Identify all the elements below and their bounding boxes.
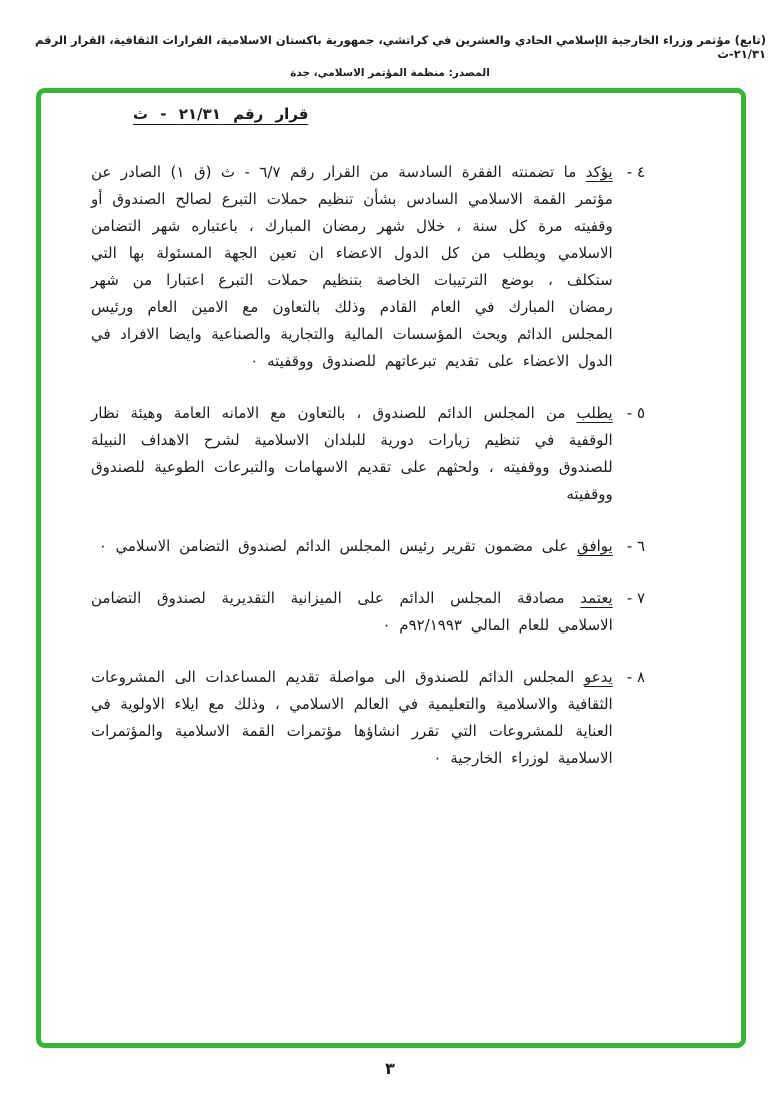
item-text — [91, 585, 613, 639]
item-body: من المجلس الدائم للصندوق ، بالتعاون مع الامانه العامة وهيئة نظار الوقفية في تنظيم زيارات دورية للبلدان الاسلامية لشرح الاهداف النبيلة للصندوق ووقفيته ، ولحثهم على تقديم الاسهامات والتبرعات الطوعية للصندوق ووقفيته — [91, 404, 613, 503]
item-body: المجلس الدائم للصندوق الى مواصلة تقديم المساعدات الى المشروعات الثقافية والاسلامية والتعليمية في العالم الاسلامي ، وذلك مع ايلاء الاولوية في العناية للمشروعات التي تقرر انشاؤها مؤتمرات القمة الاسلامية والمؤتمرات الاسلامية لوزراء الخارجية ٠ — [91, 668, 613, 767]
item-marker — [627, 400, 645, 508]
item-text — [91, 400, 613, 508]
resolution-item-6 — [91, 533, 645, 560]
resolution-title: قرار رقم ٢١/٣١ - ث — [133, 105, 309, 123]
item-lead-word: يطلب — [576, 404, 613, 422]
item-marker — [627, 585, 645, 639]
document-header — [14, 33, 766, 79]
item-number: ٦ — [636, 537, 645, 555]
item-body: على مضمون تقرير رئيس المجلس الدائم لصندوق التضامن الاسلامي ٠ — [98, 537, 569, 555]
item-marker — [627, 664, 645, 772]
item-text — [91, 533, 613, 560]
resolution-items — [91, 159, 645, 772]
item-lead-word: يؤكد — [585, 163, 613, 181]
item-marker — [627, 159, 645, 375]
item-dash: - — [626, 163, 633, 181]
item-lead-word: يوافق — [576, 537, 613, 555]
header-source: المصدر: منظمة المؤتمر الاسلامي، جدة — [290, 67, 490, 79]
item-lead-word: يدعو — [583, 668, 613, 686]
item-number: ٤ — [636, 163, 645, 181]
item-dash: - — [626, 589, 633, 607]
item-text — [91, 159, 613, 375]
item-number: ٧ — [636, 589, 645, 607]
item-number: ٥ — [636, 404, 645, 422]
item-number: ٨ — [636, 668, 645, 686]
item-body: مصادقة المجلس الدائم على الميزانية التقديرية لصندوق التضامن الاسلامي للعام المالي ٩٢/١٩٩٣م ٠ — [91, 589, 613, 634]
resolution-item-8 — [91, 664, 645, 772]
item-lead-word: يعتمد — [580, 589, 613, 607]
item-dash: - — [626, 537, 633, 555]
page-number: ٣ — [385, 1059, 395, 1078]
header-citation: (تابع) مؤتمر وزراء الخارجية الإسلامي الحادي والعشرين في كراتشي، جمهورية باكستان الاسلامية، القرارات الثقافية، القرار الرقم ٢١/٣١-ث — [35, 33, 766, 61]
item-dash: - — [626, 404, 633, 422]
item-dash: - — [626, 668, 633, 686]
item-marker — [627, 533, 645, 560]
resolution-item-5 — [91, 400, 645, 508]
resolution-item-4 — [91, 159, 645, 375]
resolution-item-7 — [91, 585, 645, 639]
item-body: ما تضمنته الفقرة السادسة من القرار رقم ٦/٧ - ث (ق ١) الصادر عن مؤتمر القمة الاسلامي السادس بشأن تنظيم حملات التبرع لصالح الصندوق أو وقفيته مرة كل سنة ، خلال شهر رمضان المبارك ، باعتباره شهر التضامن الاسلامي ويطلب من كل الدول الاعضاء ان تعين الجهة المسئولة بها التي ستكلف ، بوضع الترتيبات الخاصة بتنظيم حملات التبرع اعتبارا من شهر رمضان المبارك في العام القادم وذلك بالتعاون مع الامين العام ورئيس المجلس الدائم ويحث المؤسسات المالية والتجارية والصناعية وايضا الافراد في الدول الاعضاء على تقديم تبرعاتهم للصندوق ووقفيته ٠ — [91, 163, 613, 370]
item-text — [91, 664, 613, 772]
green-border-frame — [36, 88, 746, 1048]
